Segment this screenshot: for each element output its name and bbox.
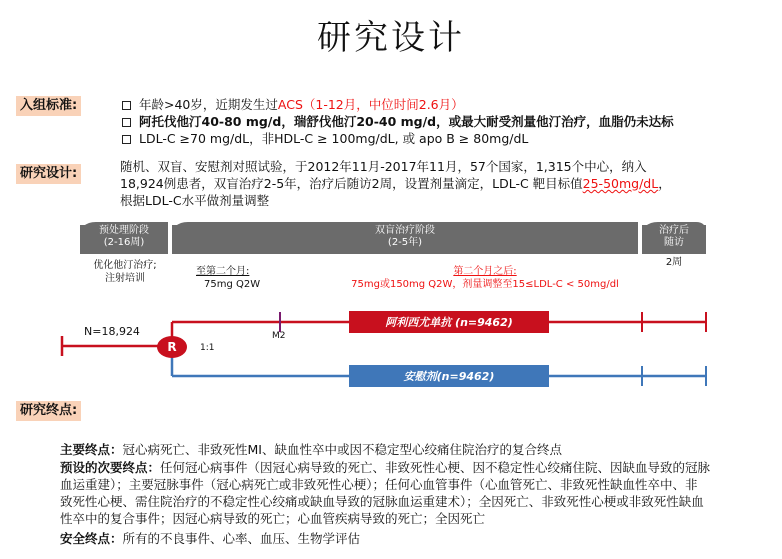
design-line-3: 根据LDL-C水平做剂量调整	[120, 193, 270, 208]
ldl-target: 25-50mg/dL	[582, 176, 659, 191]
secondary-endpoints	[60, 459, 772, 527]
criterion-2-text: 阿托伐他汀40-80 mg/d，瑞舒伐他汀20-40 mg/d，或最大耐受剂量他汀治疗，血脂仍未达标	[139, 114, 674, 129]
pretreatment-title: 预处理阶段	[99, 225, 149, 236]
primary-endpoint-label: 主要终点：	[60, 442, 123, 457]
total-n: N=18,924	[84, 325, 140, 338]
second-period-title: 第二个月之后:	[453, 266, 517, 277]
primary-endpoint	[60, 441, 562, 458]
first-period-dose: 75mg Q2W	[204, 279, 261, 290]
design-line-2-text: 18,924例患者，双盲治疗2-5年，治疗后随访2周，设置剂量滴定，LDL-C 靶目标值	[120, 176, 583, 191]
ratio-label: 1:1	[200, 343, 215, 353]
followup-title-1: 治疗后	[659, 225, 689, 236]
pretreatment-phase-label	[80, 225, 168, 249]
second-period-note	[330, 265, 640, 291]
followup-title-2: 随访	[664, 237, 684, 248]
second-period-dose: 75mg或150mg Q2W，剂量调整至15≤LDL-C < 50mg/dl	[351, 279, 619, 290]
first-period-title: 至第二个月:	[196, 266, 250, 277]
secondary-endpoint-line-3: 致死性心梗、需住院治疗的不稳定性心绞痛或缺血导致的冠脉血运重建术）；全因死亡、非致死性心梗或非致死性缺血	[60, 494, 704, 509]
design-line-1: 随机、双盲、安慰剂对照试验，于2012年11月-2017年11月，57个国家，1,315个中心，纳入	[120, 159, 647, 174]
criterion-1-text: 年龄>40岁，近期发生过	[139, 97, 278, 112]
double-blind-title: 双盲治疗阶段	[375, 225, 435, 236]
first-period-note	[196, 265, 260, 291]
secondary-endpoint-line-4: 性卒中的复合事件；因冠心病导致的死亡；心血管疾病导致的死亡；全因死亡	[60, 511, 486, 526]
safety-endpoint	[60, 530, 360, 547]
randomization-label: R	[167, 340, 177, 354]
criterion-1-highlight: ACS（1-12月，中位时间2.6月）	[277, 97, 464, 112]
inclusion-label: 入组标准:	[16, 96, 81, 116]
criterion-3-text: LDL-C ≥70 mg/dL，非HDL-C ≥ 100mg/dL, 或 apo B ≥ 80mg/dL	[139, 131, 529, 146]
endpoints-label: 研究终点:	[16, 401, 81, 421]
followup-duration: 2周	[665, 257, 683, 268]
secondary-endpoint-line-1: 任何冠心病事件（因冠心病导致的死亡、非致死性心梗、因不稳定性心绞痛住院、因缺血导致的冠脉	[160, 460, 711, 475]
pretreatment-duration: (2-16周)	[103, 237, 145, 248]
double-blind-phase-label	[172, 225, 638, 249]
m2-label: M2	[272, 331, 286, 341]
page-title: 研究设计	[317, 18, 465, 58]
followup-phase-label	[642, 225, 706, 249]
secondary-endpoint-label: 预设的次要终点：	[60, 460, 161, 475]
pretreatment-note-1: 优化他汀治疗;	[93, 260, 157, 271]
design-label: 研究设计:	[16, 164, 81, 184]
design-line-2-end: ，	[658, 176, 671, 191]
placebo-arm-label: 安慰剂(n=9462)	[403, 370, 495, 383]
double-blind-duration: (2-5年)	[387, 237, 423, 248]
alirocumab-arm-label: 阿利西尤单抗 (n=9462)	[385, 316, 513, 329]
secondary-endpoint-line-2: 血运重建）；主要冠脉事件（冠心病死亡或非致死性心梗）；任何心血管事件（心血管死亡、非致死性缺血性卒中、非	[60, 477, 698, 492]
primary-endpoint-text: 冠心病死亡、非致死性MI、缺血性卒中或因不稳定型心绞痛住院治疗的复合终点	[122, 442, 562, 457]
safety-endpoint-label: 安全终点：	[60, 531, 123, 546]
pretreatment-note	[70, 259, 180, 285]
pretreatment-note-2: 注射培训	[105, 273, 145, 284]
safety-endpoint-text: 所有的不良事件、心率、血压、生物学评估	[122, 531, 361, 546]
